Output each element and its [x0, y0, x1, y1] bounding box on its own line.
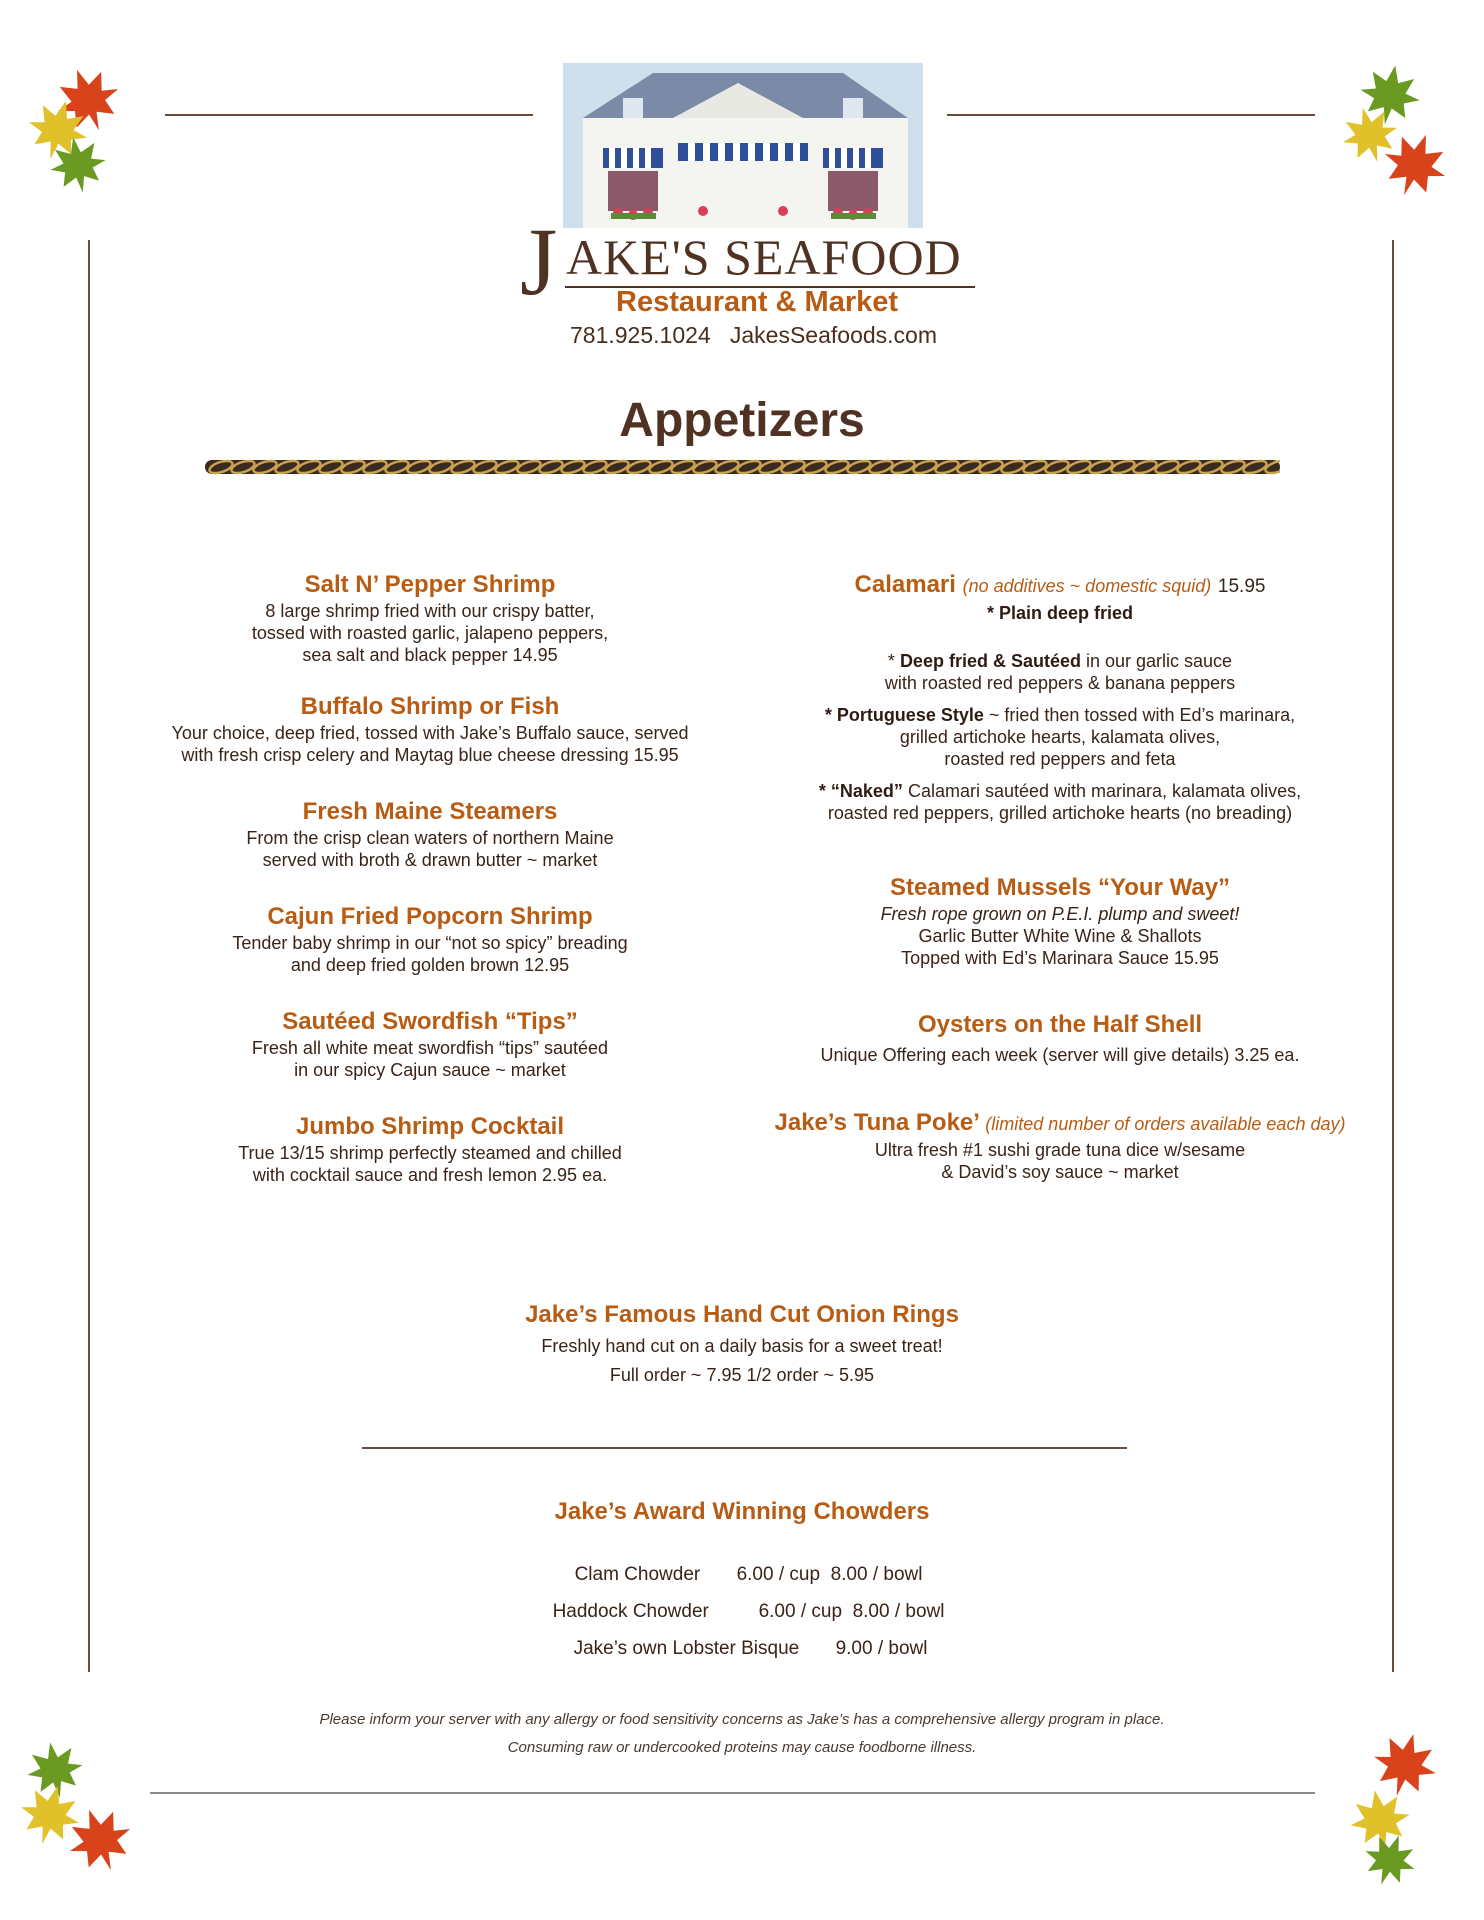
menu-item	[120, 570, 740, 666]
oysters-item: Oysters on the Half Shell Unique Offering each week (server will give details) 3.25 ea.	[760, 1010, 1360, 1066]
tuna-note: (limited number of orders available each day)	[985, 1114, 1346, 1134]
menu-item-name: Salt N’ Pepper Shrimp	[304, 571, 556, 598]
calamari-item: Calamari (no additives ~ domestic squid) 15.95 * Plain deep fried * Deep fried & Sautéed in our garlic sauce with roasted red peppers & banana peppers * Portuguese Style ~ fried then tossed with Ed’s marinara, grilled artichoke hearts, kalamata olives, roasted red peppers and feta * “Naked” Calamari sautéed with marinara, kalamata olives, roasted red peppers, grilled artichoke hearts (no breading)	[818, 571, 1302, 823]
brand-subtitle: Restaurant & Market	[616, 286, 899, 318]
section-title: Appetizers	[619, 394, 865, 447]
menu-item-description: 8 large shrimp fried with our crispy batter,	[265, 601, 595, 621]
calamari-naked: * “Naked”	[818, 781, 903, 801]
onion-rings-name: Jake’s Famous Hand Cut Onion Rings	[525, 1301, 959, 1328]
top-rule-left	[165, 114, 533, 116]
menu-item	[120, 692, 740, 766]
menu-item	[120, 797, 740, 871]
menu-item-description: in our spicy Cajun sauce ~ market	[294, 1060, 566, 1080]
menu-item-description: Your choice, deep fried, tossed with Jake’s Buffalo sauce, served	[171, 723, 689, 743]
mussels-name: Steamed Mussels “Your Way”	[889, 874, 1231, 901]
website: JakesSeafoods.com	[729, 322, 937, 348]
chowder-price: 9.00 / bowl	[835, 1638, 928, 1659]
maple-leaves-top-left-icon	[18, 60, 158, 210]
menu-item-name: Buffalo Shrimp or Fish	[300, 693, 560, 720]
menu-item-description: served with broth & drawn butter ~ market	[262, 850, 598, 870]
menu-item-description: tossed with roasted garlic, jalapeno peppers,	[251, 623, 609, 643]
brand-name-rest: AKE'S SEAFOOD	[566, 229, 962, 285]
tuna-name: Jake’s Tuna Poke’	[774, 1109, 979, 1136]
calamari-name: Calamari	[854, 571, 956, 598]
onion-rings-item: Jake’s Famous Hand Cut Onion Rings Freshly hand cut on a daily basis for a sweet treat! Full order ~ 7.95 1/2 order ~ 5.95	[342, 1300, 1142, 1390]
brand-contact	[570, 322, 937, 349]
storefront-illustration	[563, 63, 923, 228]
menu-item	[120, 1007, 740, 1081]
brand-initial: J	[520, 208, 559, 315]
chowder-row: Jake’s own Lobster Bisque	[573, 1638, 800, 1659]
menu-item-description: Fresh all white meat swordfish “tips” sautéed	[251, 1038, 609, 1058]
menu-item-name: Fresh Maine Steamers	[302, 798, 558, 825]
chowders-title: Jake’s Award Winning Chowders	[554, 1498, 930, 1525]
mussels-item: Steamed Mussels “Your Way” Fresh rope grown on P.E.I. plump and sweet! Garlic Butter White Wine & Shallots Topped with Ed’s Marinara Sauce 15.95	[760, 873, 1360, 969]
frame-left	[88, 240, 90, 1672]
bottom-rule	[150, 1792, 1315, 1794]
rope-divider	[205, 455, 1280, 479]
calamari-portuguese: * Portuguese Style	[824, 705, 984, 725]
menu-item-description: sea salt and black pepper 14.95	[302, 645, 558, 665]
menu-item-name: Cajun Fried Popcorn Shrimp	[267, 903, 593, 930]
calamari-note: (no additives ~ domestic squid)	[962, 576, 1212, 596]
oysters-name: Oysters on the Half Shell	[917, 1011, 1203, 1038]
calamari-price: 15.95	[1217, 576, 1266, 597]
menu-item-description: True 13/15 shrimp perfectly steamed and chilled	[238, 1143, 622, 1163]
frame-right	[1392, 240, 1394, 1672]
menu-item-description: From the crisp clean waters of northern Maine	[246, 828, 614, 848]
chowder-row: Haddock Chowder	[552, 1601, 709, 1622]
calamari-plain: * Plain deep fried	[986, 603, 1134, 623]
menu-item-name: Jumbo Shrimp Cocktail	[295, 1113, 565, 1140]
menu-item	[120, 1112, 740, 1186]
chowder-row: Clam Chowder	[574, 1564, 701, 1585]
chowder-price: 6.00 / cup 8.00 / bowl	[736, 1564, 923, 1585]
top-rule-right	[947, 114, 1315, 116]
calamari-sauteed: Deep fried & Sautéed	[899, 651, 1081, 671]
menu-item-name: Sautéed Swordfish “Tips”	[282, 1008, 578, 1035]
menu-item-description: Tender baby shrimp in our “not so spicy” breading	[232, 933, 628, 953]
tuna-item: Jake’s Tuna Poke’ (limited number of orders available each day) Ultra fresh #1 sushi grade tuna dice w/sesame & David’s soy sauce ~ market	[774, 1109, 1346, 1182]
chowder-divider	[362, 1447, 1127, 1449]
menu-item-description: with fresh crisp celery and Maytag blue cheese dressing 15.95	[181, 745, 679, 765]
chowder-price: 6.00 / cup 8.00 / bowl	[758, 1601, 945, 1622]
allergy-notice: Please inform your server with any allergy or food sensitivity concerns as Jake’s has a comprehensive allergy program in place.	[319, 1711, 1165, 1728]
menu-item-description: and deep fried golden brown 12.95	[290, 955, 570, 975]
phone-number: 781.925.1024	[570, 322, 711, 348]
maple-leaves-top-right-icon	[1330, 55, 1470, 215]
menu-item-description: with cocktail sauce and fresh lemon 2.95 ea.	[252, 1165, 608, 1185]
menu-item	[120, 902, 740, 976]
raw-food-warning: Consuming raw or undercooked proteins may cause foodborne illness.	[507, 1739, 977, 1756]
